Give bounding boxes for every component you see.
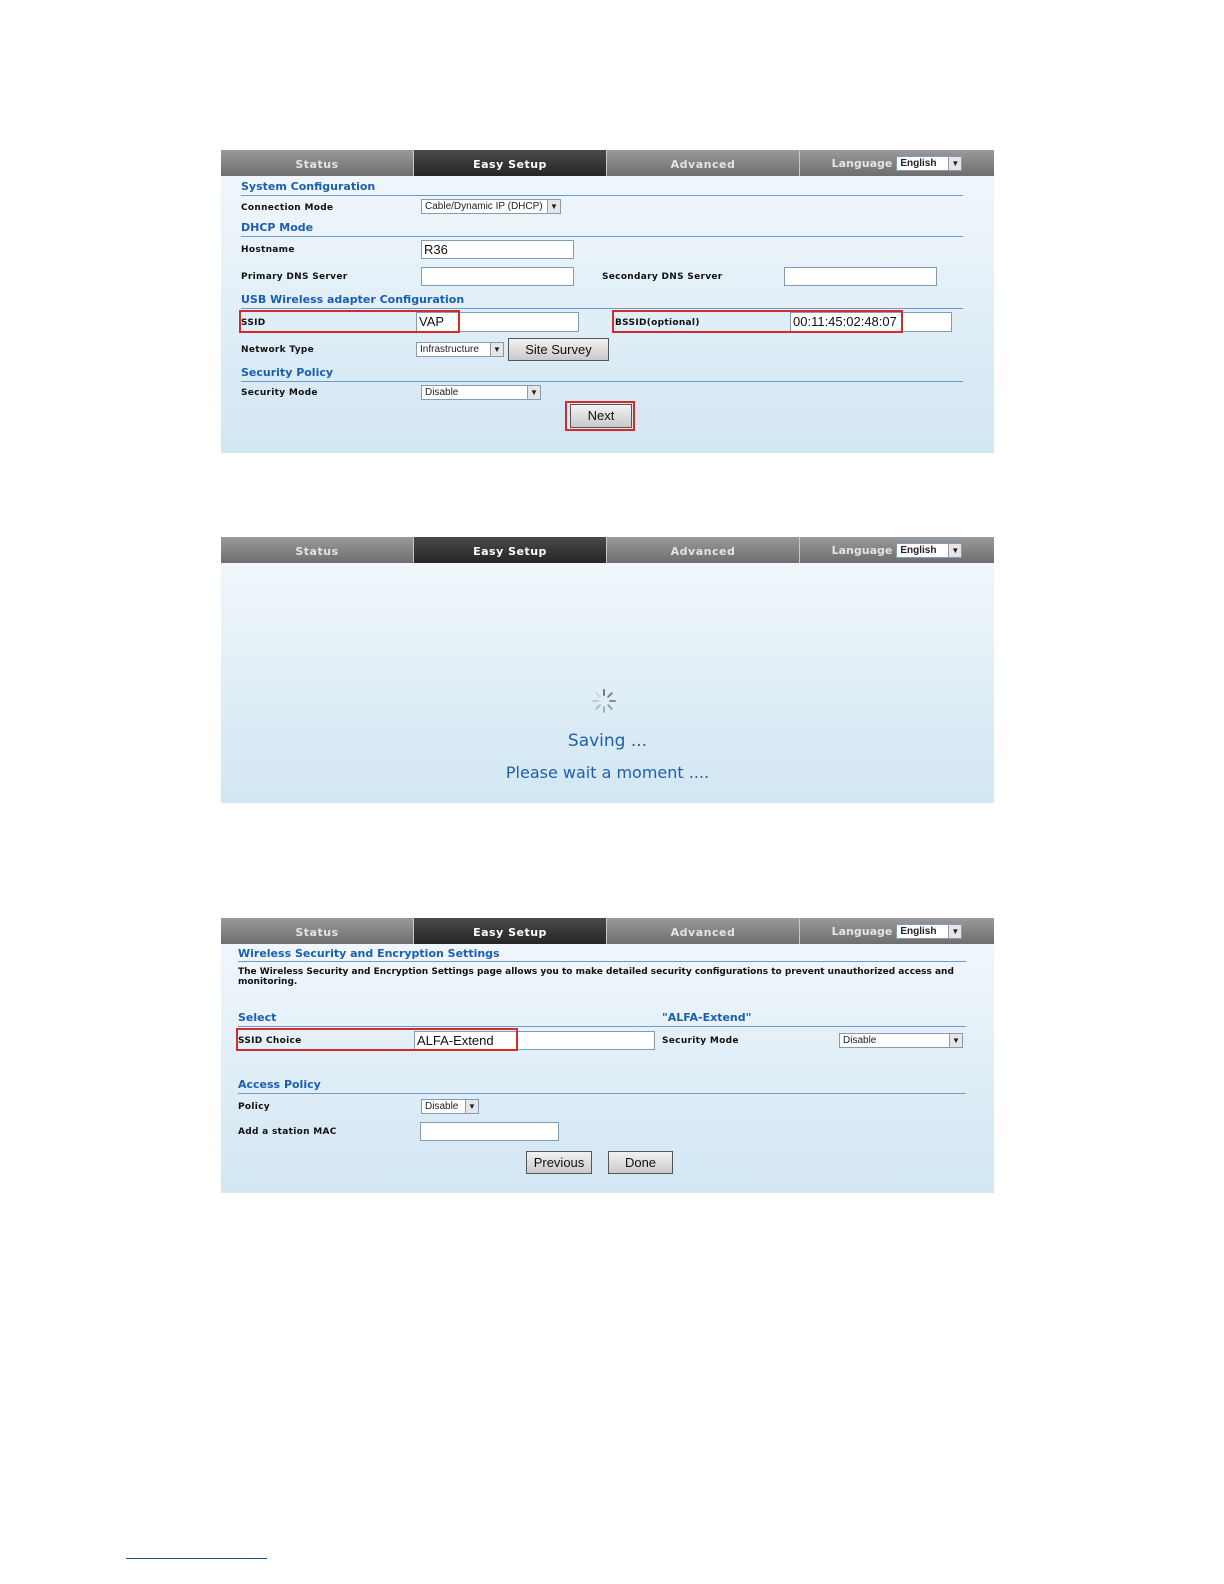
language-select-value: English: [900, 157, 937, 169]
section-dhcp-mode: DHCP Mode: [241, 221, 314, 234]
tab-advanced[interactable]: Advanced: [607, 150, 800, 176]
hostname-label: Hostname: [241, 245, 295, 255]
please-wait-text: Please wait a moment ....: [505, 763, 710, 782]
network-type-value: Infrastructure: [420, 344, 479, 355]
page-title: Wireless Security and Encryption Settings: [238, 947, 500, 960]
language-select[interactable]: [896, 924, 962, 939]
page-description: The Wireless Security and Encryption Settings page allows you to make detailed security configurations to prevent unauthorized access and monitoring.: [238, 967, 954, 987]
language-area: [800, 537, 994, 563]
ssid-input[interactable]: VAP: [416, 312, 579, 332]
saving-text: Saving ...: [567, 731, 648, 751]
chevron-down-icon: ▼: [465, 1100, 478, 1113]
ssid-choice-highlight: [236, 1028, 518, 1051]
tab-easy-setup[interactable]: Easy Setup: [414, 150, 607, 176]
security-mode-value: Disable: [425, 387, 459, 398]
secondary-dns-label: Secondary DNS Server: [602, 272, 723, 282]
language-label: Language: [831, 924, 893, 938]
language-area: [800, 918, 994, 944]
secondary-dns-input[interactable]: [784, 267, 937, 286]
station-mac-input[interactable]: [420, 1122, 559, 1141]
section-divider: [241, 236, 963, 237]
ssid-label: SSID: [241, 318, 266, 328]
section-divider: [241, 308, 963, 309]
bssid-input[interactable]: 00:11:45:02:48:07: [790, 312, 952, 332]
primary-dns-input[interactable]: [421, 267, 574, 286]
ssid-highlight: [239, 310, 460, 333]
security-mode-label: Security Mode: [241, 388, 318, 398]
done-button[interactable]: Done: [608, 1151, 673, 1174]
chevron-down-icon: ▼: [527, 386, 540, 399]
tab-advanced[interactable]: Advanced: [607, 918, 800, 944]
section-divider: [238, 1093, 966, 1094]
top-nav: [221, 537, 994, 563]
top-nav: [221, 150, 994, 176]
language-select[interactable]: [896, 543, 962, 558]
security-mode-value: Disable: [843, 1035, 877, 1046]
section-divider: [238, 1026, 966, 1027]
section-access-policy: Access Policy: [238, 1078, 321, 1091]
top-nav: [221, 918, 994, 944]
site-survey-button[interactable]: Site Survey: [508, 338, 609, 361]
section-security-policy: Security Policy: [241, 366, 334, 379]
language-label: Language: [831, 156, 893, 170]
chevron-down-icon: ▼: [948, 157, 961, 170]
connection-mode-value: Cable/Dynamic IP (DHCP): [425, 201, 543, 212]
ssid-name-heading: "ALFA-Extend": [662, 1011, 752, 1024]
language-area: [800, 150, 994, 176]
security-mode-select[interactable]: [839, 1033, 963, 1048]
add-station-mac-label: Add a station MAC: [238, 1127, 337, 1137]
section-divider: [238, 961, 966, 962]
primary-dns-label: Primary DNS Server: [241, 272, 348, 282]
setup-panel-1: [221, 150, 994, 453]
tab-status[interactable]: Status: [221, 918, 414, 944]
ssid-choice-input[interactable]: ALFA-Extend: [414, 1031, 655, 1050]
language-select-value: English: [900, 544, 937, 556]
language-label: Language: [831, 543, 893, 557]
chevron-down-icon: ▼: [547, 200, 560, 213]
tab-status[interactable]: Status: [221, 150, 414, 176]
next-button[interactable]: Next: [570, 404, 632, 428]
security-mode-select[interactable]: [421, 385, 541, 400]
security-mode-label: Security Mode: [662, 1036, 739, 1046]
footnote-divider: [126, 1558, 267, 1559]
previous-button[interactable]: Previous: [526, 1151, 592, 1174]
chevron-down-icon: ▼: [490, 343, 503, 356]
ssid-choice-label: SSID Choice: [238, 1036, 302, 1046]
network-type-select[interactable]: [416, 342, 504, 357]
language-select[interactable]: [896, 156, 962, 171]
chevron-down-icon: ▼: [949, 1034, 962, 1047]
chevron-down-icon: ▼: [948, 925, 961, 938]
setup-panel-3: [221, 918, 994, 1193]
setup-panel-2: [221, 537, 994, 803]
language-select-value: English: [900, 925, 937, 937]
hostname-input[interactable]: R36: [421, 240, 574, 259]
section-usb-wireless: USB Wireless adapter Configuration: [241, 293, 465, 306]
policy-select[interactable]: [421, 1099, 479, 1114]
connection-mode-label: Connection Mode: [241, 203, 334, 213]
connection-mode-select[interactable]: [421, 199, 561, 214]
tab-status[interactable]: Status: [221, 537, 414, 563]
network-type-label: Network Type: [241, 345, 315, 355]
next-highlight: [565, 401, 635, 431]
tab-advanced[interactable]: Advanced: [607, 537, 800, 563]
policy-value: Disable: [425, 1101, 459, 1112]
tab-easy-setup[interactable]: Easy Setup: [414, 918, 607, 944]
bssid-highlight: [612, 310, 903, 333]
chevron-down-icon: ▼: [948, 544, 961, 557]
section-divider: [241, 381, 963, 382]
policy-label: Policy: [238, 1102, 270, 1112]
loading-spinner-icon: [591, 688, 617, 714]
tab-easy-setup[interactable]: Easy Setup: [414, 537, 607, 563]
section-select: Select: [238, 1011, 277, 1024]
bssid-label: BSSID(optional): [615, 318, 700, 328]
section-divider: [241, 195, 963, 196]
section-system-configuration: System Configuration: [241, 180, 376, 193]
